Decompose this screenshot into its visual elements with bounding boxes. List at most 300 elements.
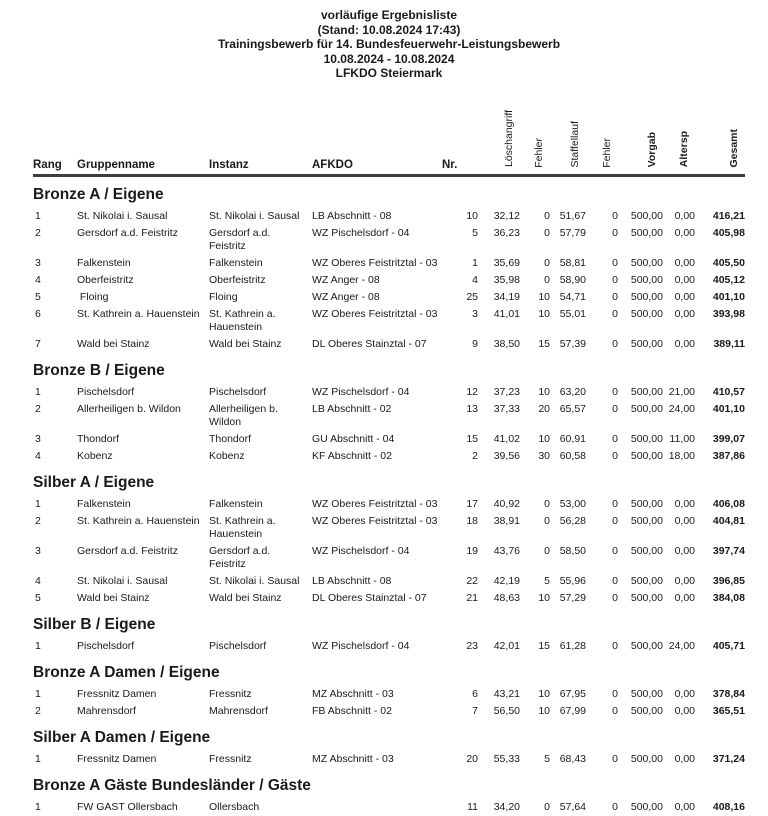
cell-vorgab: 500,00 (630, 449, 663, 462)
cell-gesamt: 405,50 (712, 256, 745, 269)
cell-fehler-staffellauf: 0 (612, 591, 618, 604)
cell-rang: 1 (35, 209, 41, 222)
cell-nr: 25 (466, 290, 478, 303)
cell-altersp: 0,00 (674, 591, 695, 604)
cell-afkdo: DL Oberes Stainztal - 07 (312, 337, 427, 350)
result-row (33, 401, 745, 431)
cell-gruppenname: Pischelsdorf (77, 639, 135, 652)
cell-altersp: 0,00 (674, 687, 695, 700)
cell-fehler-staffellauf: 0 (612, 226, 618, 239)
cell-loeschangriff: 56,50 (493, 704, 520, 717)
result-row (33, 543, 745, 573)
cell-instanz: Floing (209, 290, 238, 303)
cell-instanz: Kobenz (209, 449, 245, 462)
cell-afkdo: WZ Pischelsdorf - 04 (312, 639, 410, 652)
cell-afkdo: WZ Anger - 08 (312, 290, 380, 303)
cell-instanz: St. Nikolai i. Sausal (209, 574, 300, 587)
cell-fehler-loeschangriff: 0 (544, 514, 550, 527)
cell-loeschangriff: 35,98 (493, 273, 520, 286)
cell-fehler-loeschangriff: 0 (544, 226, 550, 239)
cell-afkdo: LB Abschnitt - 08 (312, 209, 392, 222)
cell-afkdo: LB Abschnitt - 02 (312, 402, 392, 415)
cell-gesamt: 365,51 (712, 704, 745, 717)
cell-staffellauf: 67,99 (559, 704, 586, 717)
col-header-fehler-staffellauf-label: Fehler (601, 137, 613, 168)
cell-vorgab: 500,00 (630, 256, 663, 269)
cell-gesamt: 384,08 (712, 591, 745, 604)
cell-fehler-loeschangriff: 5 (544, 752, 550, 765)
cell-fehler-loeschangriff: 10 (538, 290, 550, 303)
cell-nr: 4 (472, 273, 478, 286)
cell-gruppenname: Gersdorf a.d. Feistritz (77, 226, 178, 239)
result-row (33, 686, 745, 703)
cell-altersp: 11,00 (669, 432, 695, 445)
cell-fehler-loeschangriff: 10 (538, 591, 550, 604)
cell-gesamt: 401,10 (712, 290, 745, 303)
cell-fehler-staffellauf: 0 (612, 704, 618, 717)
result-row (33, 573, 745, 590)
cell-nr: 23 (466, 639, 478, 652)
cell-altersp: 24,00 (668, 402, 695, 415)
cell-gruppenname: FW GAST Ollersbach (77, 800, 178, 813)
cell-loeschangriff: 32,12 (493, 209, 520, 222)
cell-nr: 13 (466, 402, 478, 415)
cell-gesamt: 389,11 (713, 337, 745, 350)
col-header-rang: Rang (33, 95, 77, 176)
doc-organizer-line: LFKDO Steiermark (335, 66, 443, 80)
cell-afkdo: WZ Oberes Feistritztal - 03 (312, 307, 438, 320)
cell-gruppenname: Mahrensdorf (77, 704, 136, 717)
section-title: Bronze B / Eigene (33, 361, 165, 379)
result-row (33, 496, 745, 513)
section-title: Bronze A Damen / Eigene (33, 663, 220, 681)
cell-rang: 7 (35, 337, 41, 350)
cell-afkdo: MZ Abschnitt - 03 (312, 752, 394, 765)
cell-vorgab: 500,00 (630, 544, 663, 557)
cell-fehler-loeschangriff: 10 (538, 432, 550, 445)
cell-nr: 18 (466, 514, 478, 527)
cell-staffellauf: 65,57 (559, 402, 586, 415)
cell-altersp: 0,00 (674, 307, 695, 320)
result-row (33, 703, 745, 720)
section-heading-row (33, 353, 745, 384)
cell-instanz: St. Kathrein a. Hauenstein (209, 307, 276, 333)
cell-nr: 11 (467, 800, 478, 813)
cell-gruppenname: Wald bei Stainz (77, 591, 150, 604)
cell-afkdo: WZ Anger - 08 (312, 273, 380, 286)
cell-gruppenname: St. Nikolai i. Sausal (77, 209, 168, 222)
document-header (33, 8, 745, 81)
cell-gruppenname: Kobenz (77, 449, 113, 462)
cell-rang: 5 (35, 591, 41, 604)
col-header-fehler-loeschangriff-label: Fehler (533, 137, 545, 168)
cell-gesamt: 405,98 (712, 226, 745, 239)
col-header-staffellauf (550, 95, 586, 176)
cell-afkdo: KF Abschnitt - 02 (312, 449, 392, 462)
col-header-loeschangriff-label: Löschangriff (503, 110, 515, 168)
col-header-gruppenname: Gruppenname (77, 95, 209, 176)
section-title: Bronze A / Eigene (33, 185, 164, 203)
cell-vorgab: 500,00 (630, 290, 663, 303)
cell-altersp: 0,00 (674, 273, 695, 286)
cell-instanz: Falkenstein (209, 256, 263, 269)
cell-vorgab: 500,00 (630, 337, 663, 350)
cell-instanz: Allerheiligen b. Wildon (209, 402, 278, 428)
cell-afkdo: WZ Oberes Feistritztal - 03 (312, 514, 438, 527)
cell-nr: 19 (466, 544, 478, 557)
result-row (33, 799, 745, 816)
cell-loeschangriff: 36,23 (493, 226, 520, 239)
cell-vorgab: 500,00 (630, 704, 663, 717)
section-heading-row (33, 465, 745, 496)
cell-gruppenname: Oberfeistritz (77, 273, 134, 286)
cell-instanz: St. Nikolai i. Sausal (209, 209, 300, 222)
cell-loeschangriff: 43,21 (493, 687, 520, 700)
cell-fehler-staffellauf: 0 (612, 449, 618, 462)
result-row (33, 431, 745, 448)
cell-staffellauf: 68,43 (559, 752, 586, 765)
cell-loeschangriff: 41,01 (493, 307, 520, 320)
cell-nr: 1 (472, 256, 478, 269)
cell-vorgab: 500,00 (630, 639, 663, 652)
section-heading-row (33, 720, 745, 751)
cell-nr: 20 (466, 752, 478, 765)
cell-vorgab: 500,00 (630, 752, 663, 765)
cell-rang: 1 (35, 800, 41, 813)
doc-date-line: 10.08.2024 - 10.08.2024 (323, 51, 455, 66)
doc-title: vorläufige Ergebnisliste (320, 8, 458, 22)
cell-staffellauf: 57,64 (559, 800, 586, 813)
cell-instanz: Pischelsdorf (209, 639, 267, 652)
result-row (33, 590, 745, 607)
cell-altersp: 0,00 (674, 800, 695, 813)
cell-gesamt: 404,81 (712, 514, 745, 527)
cell-altersp: 24,00 (668, 639, 695, 652)
cell-afkdo: FB Abschnitt - 02 (312, 704, 392, 717)
cell-gesamt: 378,84 (712, 687, 745, 700)
cell-staffellauf: 67,95 (559, 687, 586, 700)
cell-instanz: Gersdorf a.d. Feistritz (209, 226, 271, 252)
section-heading-row (33, 607, 745, 638)
col-header-vorgab (618, 95, 663, 176)
cell-vorgab: 500,00 (630, 514, 663, 527)
cell-nr: 5 (472, 226, 478, 239)
cell-gesamt: 371,24 (712, 752, 745, 765)
cell-fehler-staffellauf: 0 (612, 514, 618, 527)
cell-staffellauf: 55,96 (559, 574, 586, 587)
cell-fehler-loeschangriff: 0 (544, 544, 550, 557)
cell-afkdo: WZ Pischelsdorf - 04 (312, 226, 410, 239)
col-header-vorgab-label: Vorgab (646, 132, 658, 168)
cell-fehler-loeschangriff: 5 (544, 574, 550, 587)
cell-fehler-staffellauf: 0 (612, 687, 618, 700)
cell-gesamt: 410,57 (712, 385, 745, 398)
col-header-nr: Nr. (442, 95, 478, 176)
cell-rang: 2 (35, 402, 41, 415)
cell-fehler-loeschangriff: 20 (538, 402, 550, 415)
cell-gesamt: 408,16 (712, 800, 745, 813)
cell-rang: 4 (35, 574, 41, 587)
cell-fehler-staffellauf: 0 (612, 402, 618, 415)
cell-gruppenname: Fressnitz Damen (77, 687, 157, 700)
doc-event-line: Trainingsbewerb für 14. Bundesfeuerwehr-Leistungsbewerb (217, 37, 561, 51)
col-header-gesamt (695, 95, 745, 176)
cell-fehler-loeschangriff: 30 (538, 449, 550, 462)
section-heading-row (33, 768, 745, 799)
cell-gesamt: 401,10 (712, 402, 745, 415)
cell-fehler-staffellauf: 0 (612, 574, 618, 587)
cell-altersp: 0,00 (674, 209, 695, 222)
cell-gesamt: 399,07 (712, 432, 745, 445)
cell-vorgab: 500,00 (630, 402, 663, 415)
cell-vorgab: 500,00 (630, 209, 663, 222)
cell-loeschangriff: 43,76 (493, 544, 520, 557)
cell-loeschangriff: 39,56 (493, 449, 520, 462)
cell-fehler-staffellauf: 0 (612, 209, 618, 222)
cell-afkdo (312, 799, 442, 816)
cell-gruppenname: Falkenstein (77, 256, 131, 269)
cell-staffellauf: 56,28 (559, 514, 586, 527)
results-table (33, 95, 745, 816)
cell-loeschangriff: 37,33 (493, 402, 520, 415)
cell-altersp: 0,00 (674, 337, 695, 350)
cell-staffellauf: 58,90 (559, 273, 586, 286)
result-row (33, 306, 745, 336)
cell-loeschangriff: 42,01 (493, 639, 520, 652)
cell-afkdo: LB Abschnitt - 08 (312, 574, 392, 587)
cell-afkdo: WZ Oberes Feistritztal - 03 (312, 497, 438, 510)
cell-gruppenname: Gersdorf a.d. Feistritz (77, 544, 178, 557)
cell-rang: 2 (35, 514, 41, 527)
cell-altersp: 0,00 (674, 704, 695, 717)
cell-gruppenname: Pischelsdorf (77, 385, 135, 398)
cell-loeschangriff: 35,69 (493, 256, 520, 269)
cell-instanz: Fressnitz (209, 752, 252, 765)
col-header-gesamt-label: Gesamt (728, 128, 740, 168)
cell-nr: 10 (466, 209, 478, 222)
cell-vorgab: 500,00 (630, 432, 663, 445)
cell-gruppenname: St. Nikolai i. Sausal (77, 574, 168, 587)
section-heading-row (33, 655, 745, 686)
cell-loeschangriff: 41,02 (493, 432, 520, 445)
col-header-staffellauf-label: Staffellauf (569, 120, 581, 168)
col-header-fehler-loeschangriff (520, 95, 550, 176)
cell-nr: 3 (472, 307, 478, 320)
cell-fehler-loeschangriff: 10 (538, 704, 550, 717)
cell-gesamt: 406,08 (712, 497, 745, 510)
cell-fehler-loeschangriff: 15 (538, 639, 550, 652)
cell-fehler-loeschangriff: 0 (544, 800, 550, 813)
cell-staffellauf: 54,71 (559, 290, 586, 303)
cell-altersp: 21,00 (668, 385, 695, 398)
cell-gruppenname: St. Kathrein a. Hauenstein (77, 307, 200, 320)
cell-instanz: Ollersbach (209, 800, 260, 813)
cell-gesamt: 405,12 (712, 273, 745, 286)
cell-nr: 7 (472, 704, 478, 717)
cell-staffellauf: 58,50 (559, 544, 586, 557)
cell-staffellauf: 51,67 (559, 209, 586, 222)
cell-afkdo: DL Oberes Stainztal - 07 (312, 591, 427, 604)
cell-fehler-loeschangriff: 15 (538, 337, 550, 350)
column-header-row (33, 95, 745, 176)
cell-instanz: Gersdorf a.d. Feistritz (209, 544, 271, 570)
cell-gesamt: 396,85 (712, 574, 745, 587)
cell-fehler-staffellauf: 0 (612, 639, 618, 652)
cell-fehler-staffellauf: 0 (612, 800, 618, 813)
cell-fehler-loeschangriff: 0 (544, 256, 550, 269)
col-header-instanz: Instanz (209, 95, 312, 176)
cell-afkdo: WZ Pischelsdorf - 04 (312, 385, 410, 398)
cell-gruppenname: Falkenstein (77, 497, 131, 510)
cell-rang: 1 (35, 639, 41, 652)
cell-gruppenname: Floing (77, 290, 109, 303)
cell-staffellauf: 58,81 (559, 256, 586, 269)
cell-nr: 12 (466, 385, 478, 398)
cell-nr: 2 (472, 449, 478, 462)
result-row (33, 208, 745, 225)
col-header-altersp (663, 95, 695, 176)
result-row (33, 336, 745, 353)
section-title: Silber A Damen / Eigene (33, 728, 211, 746)
section-title: Bronze A Gäste Bundesländer / Gäste (33, 776, 311, 794)
cell-fehler-staffellauf: 0 (612, 307, 618, 320)
cell-staffellauf: 63,20 (559, 385, 586, 398)
cell-rang: 2 (35, 704, 41, 717)
cell-afkdo: GU Abschnitt - 04 (312, 432, 395, 445)
cell-vorgab: 500,00 (630, 497, 663, 510)
cell-fehler-loeschangriff: 10 (538, 307, 550, 320)
result-row (33, 448, 745, 465)
cell-fehler-staffellauf: 0 (612, 256, 618, 269)
cell-rang: 1 (35, 385, 41, 398)
cell-instanz: St. Kathrein a. Hauenstein (209, 514, 276, 540)
cell-loeschangriff: 37,23 (493, 385, 520, 398)
col-header-fehler-staffellauf (586, 95, 618, 176)
cell-vorgab: 500,00 (630, 591, 663, 604)
cell-gruppenname: Fressnitz Damen (77, 752, 157, 765)
result-row (33, 225, 745, 255)
cell-staffellauf: 60,91 (559, 432, 586, 445)
cell-rang: 3 (35, 256, 41, 269)
cell-loeschangriff: 38,91 (493, 514, 520, 527)
cell-altersp: 0,00 (674, 497, 695, 510)
cell-afkdo: WZ Pischelsdorf - 04 (312, 544, 410, 557)
section-title: Silber A / Eigene (33, 473, 155, 491)
cell-fehler-staffellauf: 0 (612, 337, 618, 350)
cell-vorgab: 500,00 (630, 307, 663, 320)
cell-gruppenname: Thondorf (77, 432, 120, 445)
cell-gruppenname: Allerheiligen b. Wildon (77, 402, 181, 415)
cell-instanz: Thondorf (209, 432, 252, 445)
doc-stand-line: (Stand: 10.08.2024 17:43) (317, 22, 461, 37)
result-row (33, 751, 745, 768)
cell-nr: 6 (472, 687, 478, 700)
cell-afkdo: MZ Abschnitt - 03 (312, 687, 394, 700)
cell-staffellauf: 57,39 (559, 337, 586, 350)
cell-altersp: 0,00 (674, 544, 695, 557)
cell-vorgab: 500,00 (630, 687, 663, 700)
cell-fehler-loeschangriff: 10 (538, 385, 550, 398)
cell-fehler-staffellauf: 0 (612, 497, 618, 510)
cell-nr: 15 (466, 432, 478, 445)
cell-gruppenname: Wald bei Stainz (77, 337, 150, 350)
cell-fehler-loeschangriff: 0 (544, 497, 550, 510)
cell-rang: 1 (35, 687, 41, 700)
cell-instanz: Pischelsdorf (209, 385, 267, 398)
cell-rang: 4 (35, 449, 41, 462)
cell-rang: 5 (35, 290, 41, 303)
cell-staffellauf: 61,28 (559, 639, 586, 652)
cell-rang: 1 (35, 497, 41, 510)
result-row (33, 289, 745, 306)
cell-instanz: Falkenstein (209, 497, 263, 510)
cell-nr: 9 (472, 337, 478, 350)
cell-vorgab: 500,00 (630, 385, 663, 398)
cell-rang: 4 (35, 273, 41, 286)
cell-instanz: Wald bei Stainz (209, 591, 282, 604)
cell-gesamt: 393,98 (712, 307, 745, 320)
cell-nr: 21 (466, 591, 478, 604)
cell-loeschangriff: 48,63 (493, 591, 520, 604)
cell-fehler-loeschangriff: 0 (544, 273, 550, 286)
cell-rang: 3 (35, 432, 41, 445)
cell-loeschangriff: 40,92 (493, 497, 520, 510)
cell-altersp: 0,00 (674, 574, 695, 587)
cell-fehler-staffellauf: 0 (612, 752, 618, 765)
cell-staffellauf: 57,79 (559, 226, 586, 239)
result-row (33, 513, 745, 543)
cell-fehler-staffellauf: 0 (612, 290, 618, 303)
section-title: Silber B / Eigene (33, 615, 156, 633)
cell-gesamt: 387,86 (712, 449, 745, 462)
cell-gesamt: 397,74 (712, 544, 745, 557)
cell-nr: 17 (466, 497, 478, 510)
cell-instanz: Mahrensdorf (209, 704, 268, 717)
cell-vorgab: 500,00 (630, 226, 663, 239)
cell-rang: 3 (35, 544, 41, 557)
cell-fehler-staffellauf: 0 (612, 544, 618, 557)
cell-rang: 2 (35, 226, 41, 239)
cell-fehler-loeschangriff: 10 (538, 687, 550, 700)
cell-altersp: 0,00 (674, 752, 695, 765)
cell-loeschangriff: 34,20 (493, 800, 520, 813)
cell-altersp: 0,00 (674, 256, 695, 269)
cell-gruppenname: St. Kathrein a. Hauenstein (77, 514, 200, 527)
cell-nr: 22 (466, 574, 478, 587)
cell-fehler-staffellauf: 0 (612, 273, 618, 286)
cell-loeschangriff: 34,19 (493, 290, 520, 303)
cell-vorgab: 500,00 (630, 273, 663, 286)
cell-loeschangriff: 42,19 (493, 574, 520, 587)
cell-gesamt: 416,21 (712, 209, 745, 222)
col-header-altersp-label: Altersp (678, 131, 690, 168)
cell-instanz: Fressnitz (209, 687, 252, 700)
cell-fehler-loeschangriff: 0 (544, 209, 550, 222)
cell-staffellauf: 57,29 (559, 591, 586, 604)
cell-altersp: 0,00 (674, 290, 695, 303)
cell-vorgab: 500,00 (630, 574, 663, 587)
result-row (33, 638, 745, 655)
result-row (33, 384, 745, 401)
cell-altersp: 0,00 (674, 514, 695, 527)
cell-staffellauf: 53,00 (559, 497, 586, 510)
cell-staffellauf: 55,01 (559, 307, 586, 320)
cell-loeschangriff: 55,33 (493, 752, 520, 765)
col-header-afkdo: AFKDO (312, 95, 442, 176)
cell-loeschangriff: 38,50 (493, 337, 520, 350)
cell-fehler-staffellauf: 0 (612, 385, 618, 398)
cell-altersp: 18,00 (668, 449, 695, 462)
